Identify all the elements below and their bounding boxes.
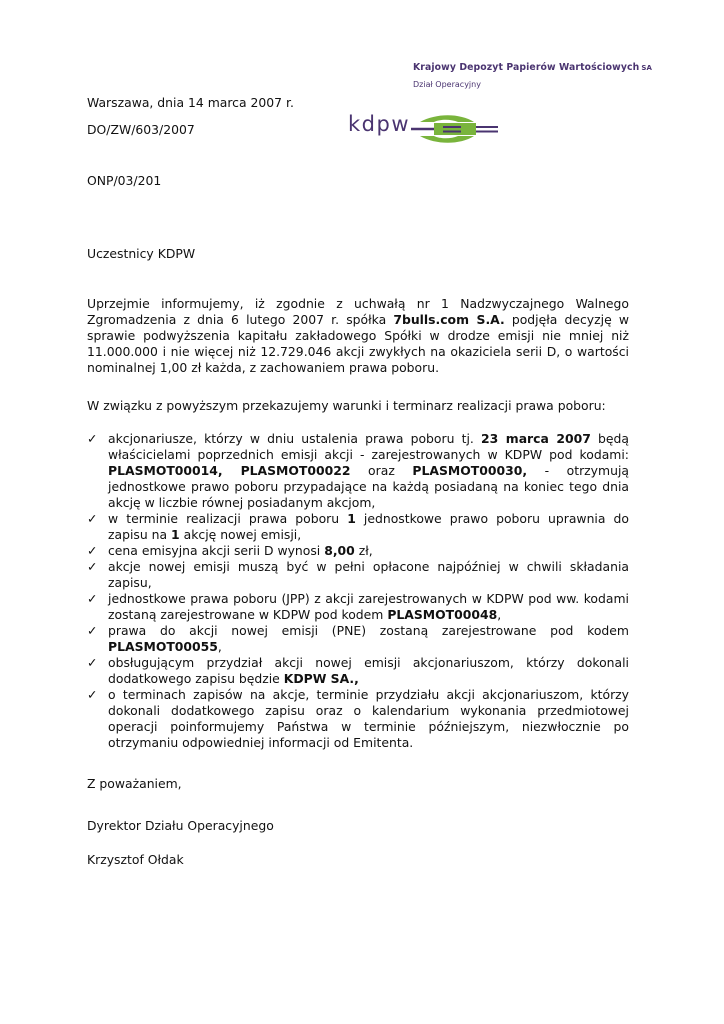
check-icon: ✓ [87, 431, 98, 446]
list-item: ✓ jednostkowe prawa poboru (JPP) z akcji zarejestrowanych w KDPW pod ww. kodami zostaną zarejestrowane w KDPW pod kodem PLASMOT00048, [87, 591, 629, 622]
logo-swoosh-top [420, 115, 474, 122]
onp-number: ONP/03/201 [87, 173, 162, 188]
check-icon: ✓ [87, 511, 98, 526]
list-item: ✓ akcjonariusze, którzy w dniu ustalenia prawa poboru tj. 23 marca 2007 będą właścicielami poprzednich emisji akcji - zarejestrowanych w KDPW pod kodami: PLASMOT00014, PLASMOT00022 oraz PLASMOT00030, - otrzymują jednostkowe prawo poboru przypadające na każdą posiadaną na koniec tego dnia akcję w liczbie równej posiadanym akcjom, [87, 431, 629, 510]
kdpw-logo [348, 110, 500, 144]
list-item: ✓ w terminie realizacji prawa poboru 1 jednostkowe prawo poboru uprawnia do zapisu na 1 akcję nowej emisji, [87, 511, 629, 542]
logo-swoosh-bottom [420, 136, 474, 143]
list-item: ✓ o terminach zapisów na akcje, terminie przydziału akcji akcjonariuszom, którzy dokonali dodatkowego zapisu oraz o kalendarium wykonania przedmiotowej operacji poinformujemy Państwa w terminie późniejszym, niezwłocznie po otrzymaniu odpowiedniej informacji od Emitenta. [87, 687, 629, 750]
closing: Z poważaniem, [87, 776, 182, 791]
logo-block [434, 123, 462, 135]
reference-number: DO/ZW/603/2007 [87, 122, 195, 137]
check-icon: ✓ [87, 591, 98, 606]
logo-block-2 [461, 123, 476, 135]
list-item: ✓ cena emisyjna akcji serii D wynosi 8,00 zł, [87, 543, 373, 558]
department-name: Dział Operacyjny [413, 80, 481, 89]
organization-name: Krajowy Depozyt Papierów Wartościowych SA [413, 62, 653, 73]
check-icon: ✓ [87, 559, 98, 574]
signatory-name: Krzysztof Ołdak [87, 852, 184, 867]
place-date: Warszawa, dnia 14 marca 2007 r. [87, 95, 294, 110]
list-item: ✓ akcje nowej emisji muszą być w pełni opłacone najpóźniej w chwili składania zapisu, [87, 559, 629, 590]
recipient: Uczestnicy KDPW [87, 246, 196, 261]
logo-text: kdpw [348, 112, 410, 136]
check-icon: ✓ [87, 623, 98, 638]
check-icon: ✓ [87, 655, 98, 670]
conditions-intro: W związku z powyższym przekazujemy warunki i terminarz realizacji prawa poboru: [87, 398, 606, 413]
check-icon: ✓ [87, 687, 98, 702]
intro-paragraph: Uprzejmie informujemy, iż zgodnie z uchwałą nr 1 Nadzwyczajnego Walnego Zgromadzenia z dnia 6 lutego 2007 r. spółka 7bulls.com S.A. podjęła decyzję w sprawie podwyższenia kapitału zakładowego Spółki w drodze emisji nie mniej niż 11.000.000 i nie więcej niż 12.729.046 akcji zwykłych na okaziciela serii D, o wartości nominalnej 1,00 zł każda, z zachowaniem prawa poboru. [87, 296, 629, 375]
organization-suffix: SA [641, 64, 653, 72]
list-item: ✓ obsługującym przydział akcji nowej emisji akcjonariuszom, którzy dokonali dodatkowego zapisu będzie KDPW SA., [87, 655, 629, 686]
signatory-title: Dyrektor Działu Operacyjnego [87, 818, 274, 833]
conditions-list [87, 431, 629, 751]
check-icon: ✓ [87, 543, 98, 558]
list-item: ✓ prawa do akcji nowej emisji (PNE) zostaną zarejestrowane pod kodem PLASMOT00055, [87, 623, 629, 654]
